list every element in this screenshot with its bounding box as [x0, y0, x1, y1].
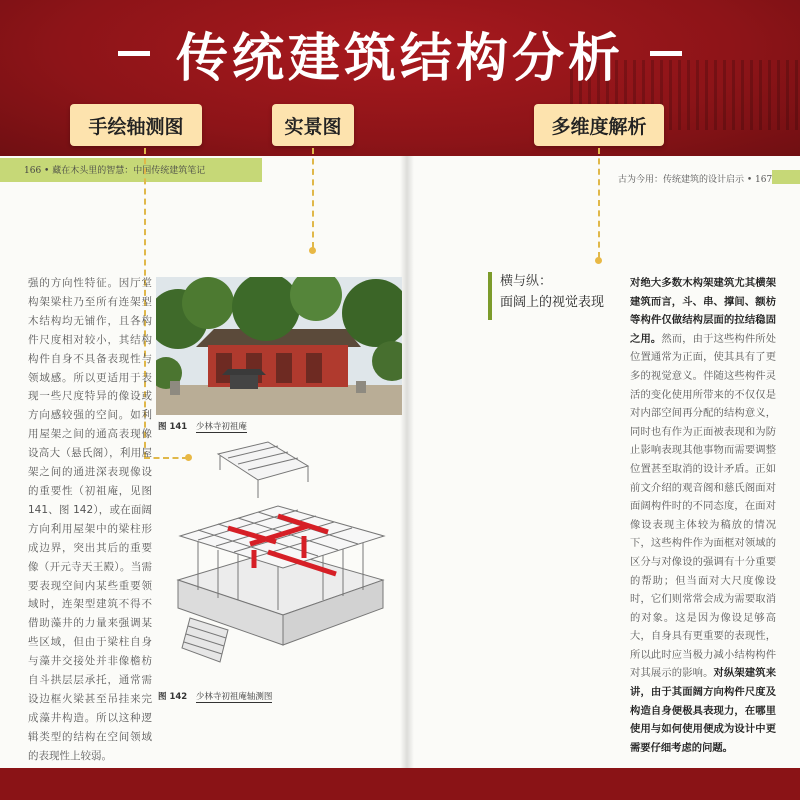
- left-column-text: 强的方向性特征。因厅堂构架梁柱乃至所有连架型木结构均无铺作，且各构件尺度相对较小，其结构构件自身不具备表现性与领域感。所以更适用于表现一些尺度特异的像设或方向感较强的空间。如利用屋架之间的通高表现像设高大（悬氏阁），利用屋架之间的通进深表现像设的重要性（初祖庵，见图 141、图 142），或在面阔方向利用屋架中的梁柱形成边界，突出其后的重要像（开元寺天王殿）。当需要表现空间内某些重要领域时，连架型建筑不得不借助藻井的力量来强调某些区域，但由于梁柱自身与藻井交接处并非像檐枋自斗拱层层承托，通常需设边框火梁甚至吊挂来完成藻井构造。所以这种逻辑类型的结构在空间领域的表现性上较弱。: [28, 277, 152, 762]
- banner-title-row: [0, 18, 800, 88]
- left-page-header: 166 • 藏在木头里的智慧：中国传统建筑笔记: [24, 166, 206, 176]
- title-dash-left: [118, 51, 150, 56]
- callout-dot-analysis: [595, 257, 602, 264]
- fig142-title: 少林寺初祖庵轴测图: [195, 692, 273, 702]
- callout-line-photo: [312, 148, 314, 248]
- right-outro-bold: 对纵架建筑来讲，由于其面阔方向构件尺度及构造自身便极具表现力，在哪里使用与如何使用便成为设计中更需要仔细考虑的问题。: [630, 667, 777, 754]
- right-page-header-bar: [772, 170, 800, 184]
- section-title-line1: 横与纵：: [500, 274, 553, 289]
- callout-line-analysis: [598, 148, 600, 258]
- title-dash-right: [650, 51, 682, 56]
- right-body-text: 然而，由于这些构件所处位置通常为正面，使其具有了更多的视觉意义。伴随这些构件灵活的变化使用所带来的不仅仅是对内部空间再分配的结构意义，同时也有作为正面被表现和为防止影响表现其他事物而需要调整位置甚至取消的设计矛盾。正如前文介绍的观音阁和慈氏阁面对面阔构件时的不同态度，在面对像设表现主体较为稿放的情况下，这些构件作为面框对领域的区分与对像设的强调有十分重要的帮助；但当面对大尺度像设时，它们则常常会成为需要取消的对象。这是因为像设足够高大，自身具有更重要的表现性，所以此时应当极力减小结构构件对其展示的影响。: [630, 332, 777, 680]
- fig141-caption: [158, 420, 247, 432]
- fig142-caption: [158, 690, 272, 702]
- bottom-band: [0, 768, 800, 800]
- book-gutter: [400, 156, 414, 768]
- temple-photo: [156, 277, 402, 415]
- badge-real-photo: 实景图: [272, 104, 354, 146]
- fig141-number: 图 141: [158, 422, 188, 432]
- section-title-line2: 面阔上的视觉表现: [500, 295, 605, 310]
- callout-dot-photo: [309, 247, 316, 254]
- badge-multi-dimension: 多维度解析: [534, 104, 664, 146]
- right-intro-bold: 对绝大多数木构架建筑尤其横架建筑而言，斗、串、撑间、额枋等构件仅做结构层面的拉结稳固之用。: [630, 277, 776, 345]
- section-title: [488, 272, 632, 320]
- fig141-title: 少林寺初祖庵: [195, 422, 247, 432]
- badge-hand-drawn-axonometric: 手绘轴测图: [70, 104, 202, 146]
- banner-title: 传统建筑结构分析: [175, 28, 624, 89]
- right-column-text: [630, 274, 776, 757]
- right-page-header: 古为今用：传统建筑的设计启示 • 167: [618, 175, 773, 185]
- fig142-number: 图 142: [158, 692, 188, 702]
- axonometric-drawing: [158, 440, 400, 680]
